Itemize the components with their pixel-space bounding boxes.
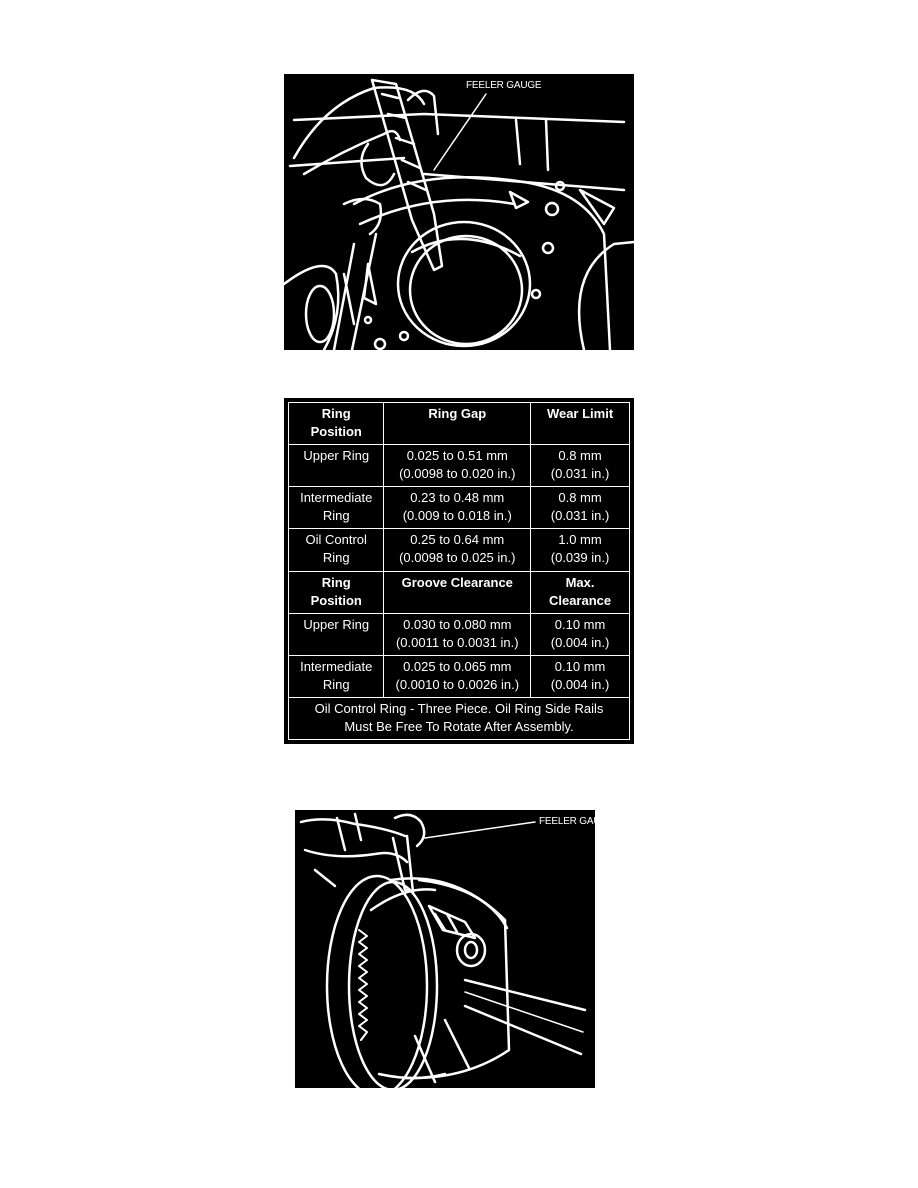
- feeler-gauge-callout: FEELER GAUGE: [466, 80, 542, 91]
- groove-clearance-header-row: [289, 571, 630, 613]
- table-note-row: [289, 697, 630, 739]
- cylinder-bore-drawing: [284, 74, 634, 350]
- wear-limit-header: Wear Limit: [531, 403, 630, 445]
- table-row: Upper Ring 0.025 to 0.51 mm (0.0098 to 0.020 in.) 0.8 mm (0.031 in.): [289, 445, 630, 487]
- table-row: Oil Control Ring 0.25 to 0.64 mm (0.0098 to 0.025 in.) 1.0 mm (0.039 in.): [289, 529, 630, 571]
- oil-ring-note: Oil Control Ring - Three Piece. Oil Ring Side Rails Must Be Free To Rotate After Assembly.: [289, 697, 630, 739]
- piston-ring-drawing: [295, 810, 595, 1088]
- table-row: Intermediate Ring 0.025 to 0.065 mm (0.0010 to 0.0026 in.) 0.10 mm (0.004 in.): [289, 655, 630, 697]
- ring-position-header: Ring Position: [289, 403, 384, 445]
- table-row: Upper Ring 0.030 to 0.080 mm (0.0011 to 0.0031 in.) 0.10 mm (0.004 in.): [289, 613, 630, 655]
- cylinder-bore-illustration: [284, 74, 634, 350]
- ring-gap-header-row: [289, 403, 630, 445]
- piston-ring-illustration: [295, 810, 615, 1088]
- groove-clearance-header: Groove Clearance: [384, 571, 531, 613]
- ring-position-header: Ring Position: [289, 571, 384, 613]
- feeler-gauge-callout: FEELER GAUGE: [539, 816, 615, 827]
- ring-specifications-table: [284, 398, 634, 744]
- table-row: Intermediate Ring 0.23 to 0.48 mm (0.009 to 0.018 in.) 0.8 mm (0.031 in.): [289, 487, 630, 529]
- max-clearance-header: Max. Clearance: [531, 571, 630, 613]
- ring-gap-header: Ring Gap: [384, 403, 531, 445]
